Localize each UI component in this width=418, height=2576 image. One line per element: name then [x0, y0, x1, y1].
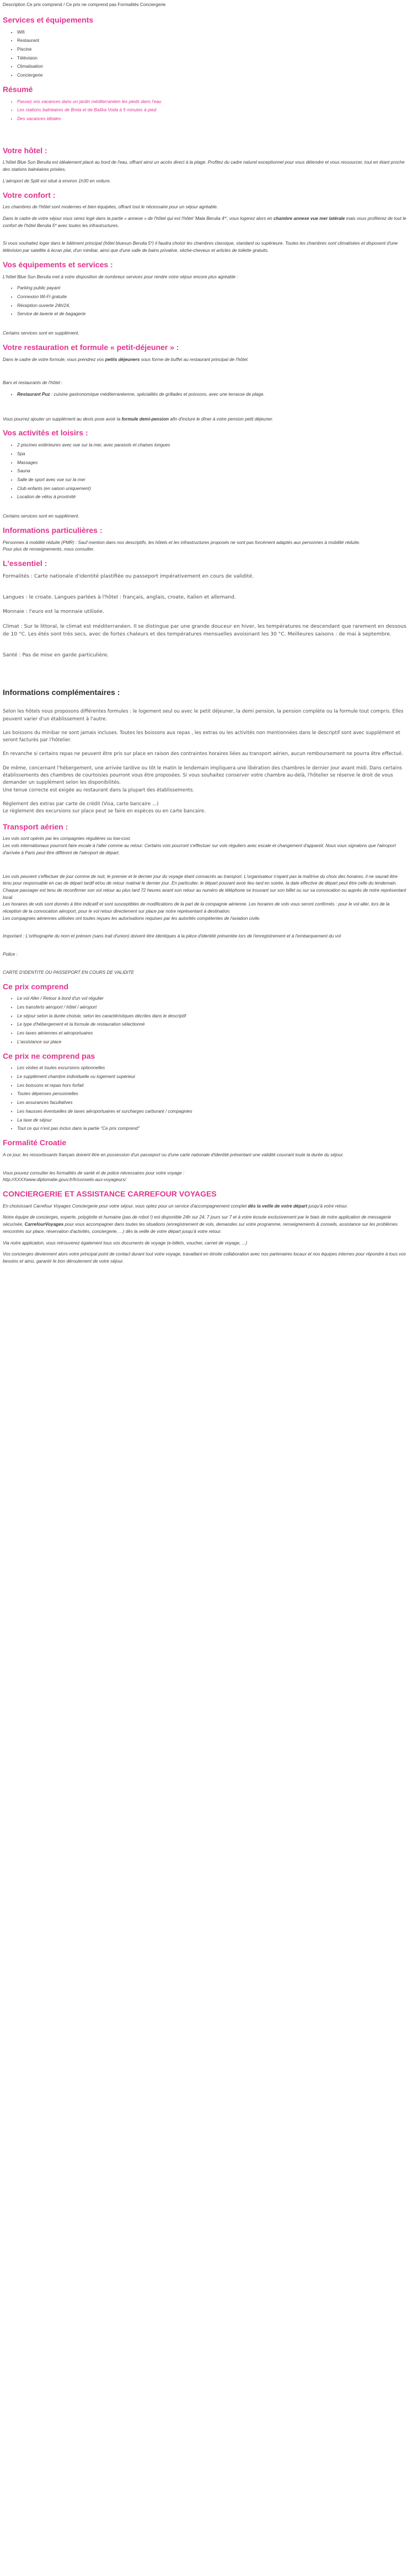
list-item: • Club enfants (en saison uniquement) — [17, 486, 406, 493]
formalite-p1: A ce jour, les ressortissants français doivent être en possession d'un passeport ou d'une carte nationale d'identité présentant une validité couvrant toute la durée du séjour. — [3, 1152, 344, 1157]
resume-list — [3, 99, 406, 123]
list-item: • Le séjour selon la durée choisie, selon les caractéristiques décrites dans le descriptif — [17, 1013, 406, 1020]
list-item: • Climatisation — [17, 63, 406, 71]
list-item: • Sauna — [17, 468, 406, 475]
compl-p5: Une tenue correcte est exigée au restaurant dans la plupart des établissements. — [3, 787, 195, 793]
restauration-title: Votre restauration et formule « petit-déjeuner » : — [3, 342, 179, 352]
compl-p4: De même, concernant l'hébergement, une arrivée tardive ou tôt le matin le lendemain impliquera une libération des chambres le dernier jour avant midi. Dans certains établissements des chambres de courtoisies pourront vous être proposées. Si vous souhaitez conserver votre chambre au-delà, l'hôtelier se réserve le droit de vous demander un supplément selon les disponibilités. — [3, 765, 402, 786]
conciergerie-p4: Vos concierges deviennent alors votre principal point de contact durant tout votre voyage, travaillant en étroite collaboration avec nos partenaires locaux et nos équipes internes pour répondre à tous vos besoins et ainsi, garantir le bon déroulement de votre séjour. — [3, 1252, 406, 1264]
infos-title: Informations particulières : — [3, 525, 103, 535]
list-item: • Les boissons et repas hors forfait — [17, 1082, 406, 1090]
list-item: • Massages — [17, 460, 406, 467]
formalite-p2: Vous pouvez consulter les formalités de santé et de police nécessaires pour votre voyage : — [3, 1170, 185, 1176]
resume-title: Résumé — [3, 84, 33, 94]
transport-p5: Les horaires de vols sont donnés à titre indicatif et sont susceptibles de modifications de la part de la compagnie aérienne. Les horaires de vols vous seront confirmés : pour le vol aller, lors de la réception de la convocation aéroport, pour le vol retour directement sur place par notre représentant à destination. — [3, 902, 390, 914]
confort-p1: Les chambres de l'hôtel sont modernes et bien équipées, offrant tout le nécessaire pour un séjour agréable. — [3, 204, 218, 210]
list-item: • Service de laverie et de bagagerie — [17, 311, 406, 318]
list-item: • Les taxes aériennes et aéroportuaires — [17, 1030, 406, 1037]
compl-title: Informations complémentaires : — [3, 688, 120, 697]
activites-list — [3, 442, 406, 501]
confort-p2: Dans le cadre de votre séjour vous serez logé dans la partie « annexe » de l'hôtel qui est l'hôtel 'Mala Berulia 4*', vous logerez alors en chambre annexe vue mer latérale mais vous profiterez de tout le confort de l'hôtel Berulia 5* avec toutes les infrastructures. — [3, 216, 406, 228]
activites-title: Vos activités et loisirs : — [3, 428, 88, 438]
formalite-title: Formalité Croatie — [3, 1138, 67, 1147]
list-item: • Restaurant — [17, 37, 406, 45]
transport-p1: Les vols sont opérés par les compagnies régulières ou low-cost. — [3, 836, 131, 842]
list-item: • Le vol Aller / Retour à bord d'un vol régulier — [17, 995, 406, 1003]
list-item: • Parking public payant — [17, 285, 406, 292]
comprend-title: Ce prix comprend — [3, 982, 69, 991]
equipements-title: Vos équipements et services : — [3, 260, 113, 269]
intro-tabs: Description Ce prix comprend / Ce prix ne comprend pas Formalités Conciergerie — [3, 2, 166, 7]
list-item: • Connexion Wi-Fi gratuite — [17, 294, 406, 301]
list-item: • Wifi — [17, 29, 406, 36]
confort-title: Votre confort : — [3, 190, 56, 200]
compl-p1: Selon les hôtels nous proposons différentes formules : le logement seul ou avec le petit déjeuner, la demi pension, la pension complète ou la formule tout compris. Elles peuvent varier d'un établissement à l'autre. — [3, 709, 404, 722]
transport-p3: Les vols peuvent s'effectuer de jour comme de nuit, le premier et le dernier jour du voyage étant consacrés au transport. L'organisateur n'ayant pas la maîtrise du choix des horaires, il ne saurait être tenu pour responsable en cas de départ tardif et/ou de retour matinal le dernier jour. En particulier, le départ pouvant avoir lieu tard en soirée, la date effective de départ peut être celle du lendemain. — [3, 874, 398, 886]
list-item: • Toutes dépenses personnelles — [17, 1091, 406, 1098]
transport-p7: Important : L'orthographe du nom et prénom (sans trait d'union) doivent être identiques à la pièce d'identité présentée lors de l'enregistrement et à l'embarquement du vol — [3, 934, 341, 939]
list-item: • Tout ce qui n'est pas inclus dans la partie "Ce prix comprend" — [17, 1125, 406, 1133]
list-item: • Des vacances idéales — [17, 116, 406, 123]
restauration-bars: Bars et restaurants de l'hôtel : — [3, 380, 63, 386]
transport-p4: Chaque passager est tenu de reconfirmer son vol retour au plus tard 72 heures avant son retour au numéro de téléphone se trouvant sur son billet ou sur sa convocation ou auprès de notre représentant local. — [3, 887, 406, 900]
restauration-list — [3, 391, 406, 398]
list-item: • La taxe de séjour — [17, 1117, 406, 1124]
formalite-link[interactable]: http://XXXXwww.diplomatie.gouv.fr/fr/conseils-aux-voyageurs/ — [3, 1177, 126, 1183]
list-item: • Les assurances facultatives — [17, 1100, 406, 1107]
conciergerie-p3: Via notre application, vous retrouverez également tous vos documents de voyage (e-billets, voucher, carnet de voyage, ...) — [3, 1240, 248, 1246]
list-item: • Le supplément chambre individuelle ou logement supérieur — [17, 1074, 406, 1081]
ne-comprend-list — [3, 1065, 406, 1133]
essentiel-monnaie: Monnaie : l'euro est la monnaie utilisée. — [3, 608, 104, 615]
infos-p2: Pour plus de renseignements, nous consulter. — [3, 547, 95, 552]
conciergerie-p2: Notre équipe de concierges, experte, polyglotte et humaine (pas de robot !) est disponible 24h sur 24, 7 jours sur 7 et à votre écoute exclusivement par le biais de notre application de messagerie sécurisée, CarrefourVoyages pour vous accompagner dans toutes les situations (enregistrement de vols, demandes sur votre programme, renseignements & conseils, assistance sur les problèmes rencontrés sur place, réservation d'activités, conciergerie, ...) dès la veille de votre départ jusqu'à votre retour. — [3, 1215, 398, 1234]
list-item: • Télévision — [17, 55, 406, 62]
equipements-note: Certains services sont en supplément. — [3, 331, 79, 336]
compl-p7: Le règlement des excursions sur place peut se faire en espèces ou en carte bancaire. — [3, 809, 206, 815]
list-item: • Les transferts aéroport / hôtel / aéroport — [17, 1004, 406, 1011]
list-item: • Passez vos vacances dans un jardin méditerranéen les pieds dans l'eau — [17, 99, 406, 106]
list-item: • Réception ouverte 24h/24, — [17, 303, 406, 310]
transport-p6: Les compagnies aériennes utilisées ont toutes reçues les autorisations requises par les autorités compétentes de l'aviation civile. — [3, 915, 261, 921]
list-item: • L'assistance sur place — [17, 1039, 406, 1046]
restauration-p1: Dans le cadre de votre formule, vous prendrez vos petits déjeuners sous forme de buffet au restaurant principal de l'hôtel. — [3, 357, 249, 362]
services-title: Services et équipements — [3, 15, 94, 24]
equipements-intro: L'hôtel Blue Sun Berulia met à votre disposition de nombreux services pour rendre votre séjour encore plus agréable : — [3, 274, 238, 279]
conciergerie-p1: En choisissant Carrefour Voyages Conciergerie pour votre séjour, vous optez pour un service d'accompagnement complet dès la veille de votre départ jusqu'à votre retour. — [3, 1203, 349, 1209]
list-item: • Restaurant Puz : cuisine gastronomique méditerranéenne, spécialités de grillades et poissons, avec une terrasse de plage. — [17, 391, 406, 398]
compl-p2: Les boissons du minibar ne sont jamais incluses. Toutes les boissons aux repas , les extras ou les activités non mentionnées dans le descriptif sont avec supplément et seront facturés par l'hôtelier. — [3, 730, 400, 743]
list-item: • Location de vélos à proximité — [17, 494, 406, 501]
hotel-description: L'hôtel Blue Sun Berulia est idéalement placé au bord de l'eau, offrant ainsi un accès direct à la plage. Profitez du cadre naturel exceptionnel pour vous détendre et vous ressourcer, tout en étant proche des stations balnéaires prisées. — [3, 160, 405, 173]
services-list — [3, 29, 406, 79]
list-item: • 2 piscines extérieures avec vue sur la mer, avec parasols et chaises longues — [17, 442, 406, 449]
list-item: • Les visites et toutes excursions optionnelles — [17, 1065, 406, 1072]
list-item: • Les stations balnéaires de Brela et de Baška Voda à 5 minutes à pied — [17, 107, 406, 114]
essentiel-langues: Langues : le croate. Langues parlées à l'hôtel : français, anglais, croate, italien et allemand. — [3, 594, 236, 601]
comprend-list — [3, 995, 406, 1046]
ne-comprend-title: Ce prix ne comprend pas — [3, 1051, 95, 1060]
transport-title: Transport aérien : — [3, 822, 68, 831]
compl-p6: Règlement des extras par carte de crédit (Visa, carte bancaire ...) — [3, 801, 159, 807]
essentiel-climat: Climat : Sur le littoral, le climat est méditerranéen. Il se distingue par une grande douceur en hiver, les températures ne descendant que rarement en dessous de 10 °C. Les étés sont très secs, avec de fortes chaleurs et des températures mensuelles avoisinant les 30 °C. Meilleures saisons : de mai à septembre. — [3, 623, 406, 637]
list-item: • Piscine — [17, 46, 406, 53]
equipements-list — [3, 285, 406, 318]
list-item: • Les hausses éventuelles de taxes aéroportuaires et surcharges carburant / compagnies — [17, 1108, 406, 1115]
conciergerie-title: CONCIERGERIE ET ASSISTANCE CARREFOUR VOYAGES — [3, 1189, 217, 1198]
list-item: • Spa — [17, 451, 406, 458]
essentiel-sante: Santé : Pas de mise en garde particulière. — [3, 652, 109, 659]
compl-p3: En revanche si certains repas ne peuvent être pris sur place en raison des contraintes horaires liées au transport aérien, aucun remboursement ne pourra être effectué. — [3, 751, 403, 757]
essentiel-formalites: Formalités : Carte nationale d'identité plastifiée ou passeport impérativement en cours de validité. — [3, 573, 254, 579]
police-label: Police : — [3, 952, 18, 957]
list-item: • Conciergerie — [17, 72, 406, 79]
police-text: CARTE D'IDENTITE OU PASSEPORT EN COURS DE VALIDITE — [3, 969, 135, 975]
page — [0, 0, 411, 1265]
hotel-title: Votre hôtel : — [3, 145, 47, 155]
list-item: • Le type d'hébergement et la formule de restauration sélectionné — [17, 1021, 406, 1028]
essentiel-title: L'essentiel : — [3, 559, 47, 568]
restauration-p2: Vous pourrez ajouter un supplément au devis pose avoir la formule demi-pension afin d'inclure le dîner à votre pension petit déjeuner. — [3, 416, 274, 422]
list-item: • Salle de sport avec vue sur la mer — [17, 477, 406, 484]
hotel-airport: L'aéroport de Split est situé à environ 1h30 en voiture. — [3, 178, 111, 184]
activites-note: Certains services sont en supplément. — [3, 514, 79, 519]
infos-p1: Personnes à mobilité réduite (PMR) : Sauf mention dans nos descriptifs, les hôtels et les infrastructures proposés ne sont pas forcément adaptés aux personnes à mobilité réduite. — [3, 540, 361, 545]
confort-p3: Si vous souhaitez loger dans le bâtiment principal (hôtel bluesun Berulia 5*) il faudra choisir les chambres classique, standard ou supérieure. Toutes les chambres sont climatisées et disposent d'une télévision par satellite à écran plat, d'un minibar, ainsi que d'une salle de bains privative, sèche-cheveux et articles de toilette gratuits. — [3, 241, 398, 254]
transport-p2: Les vols internationaux pourront faire escale à l'aller comme au retour. Certains vols pourront s'effectuer sur vols réguliers avec escale et changement d'appareil. Nous vous signalons que l'aéroport d'arrivée à Paris peut être différent de l'aéroport de départ. — [3, 843, 396, 855]
